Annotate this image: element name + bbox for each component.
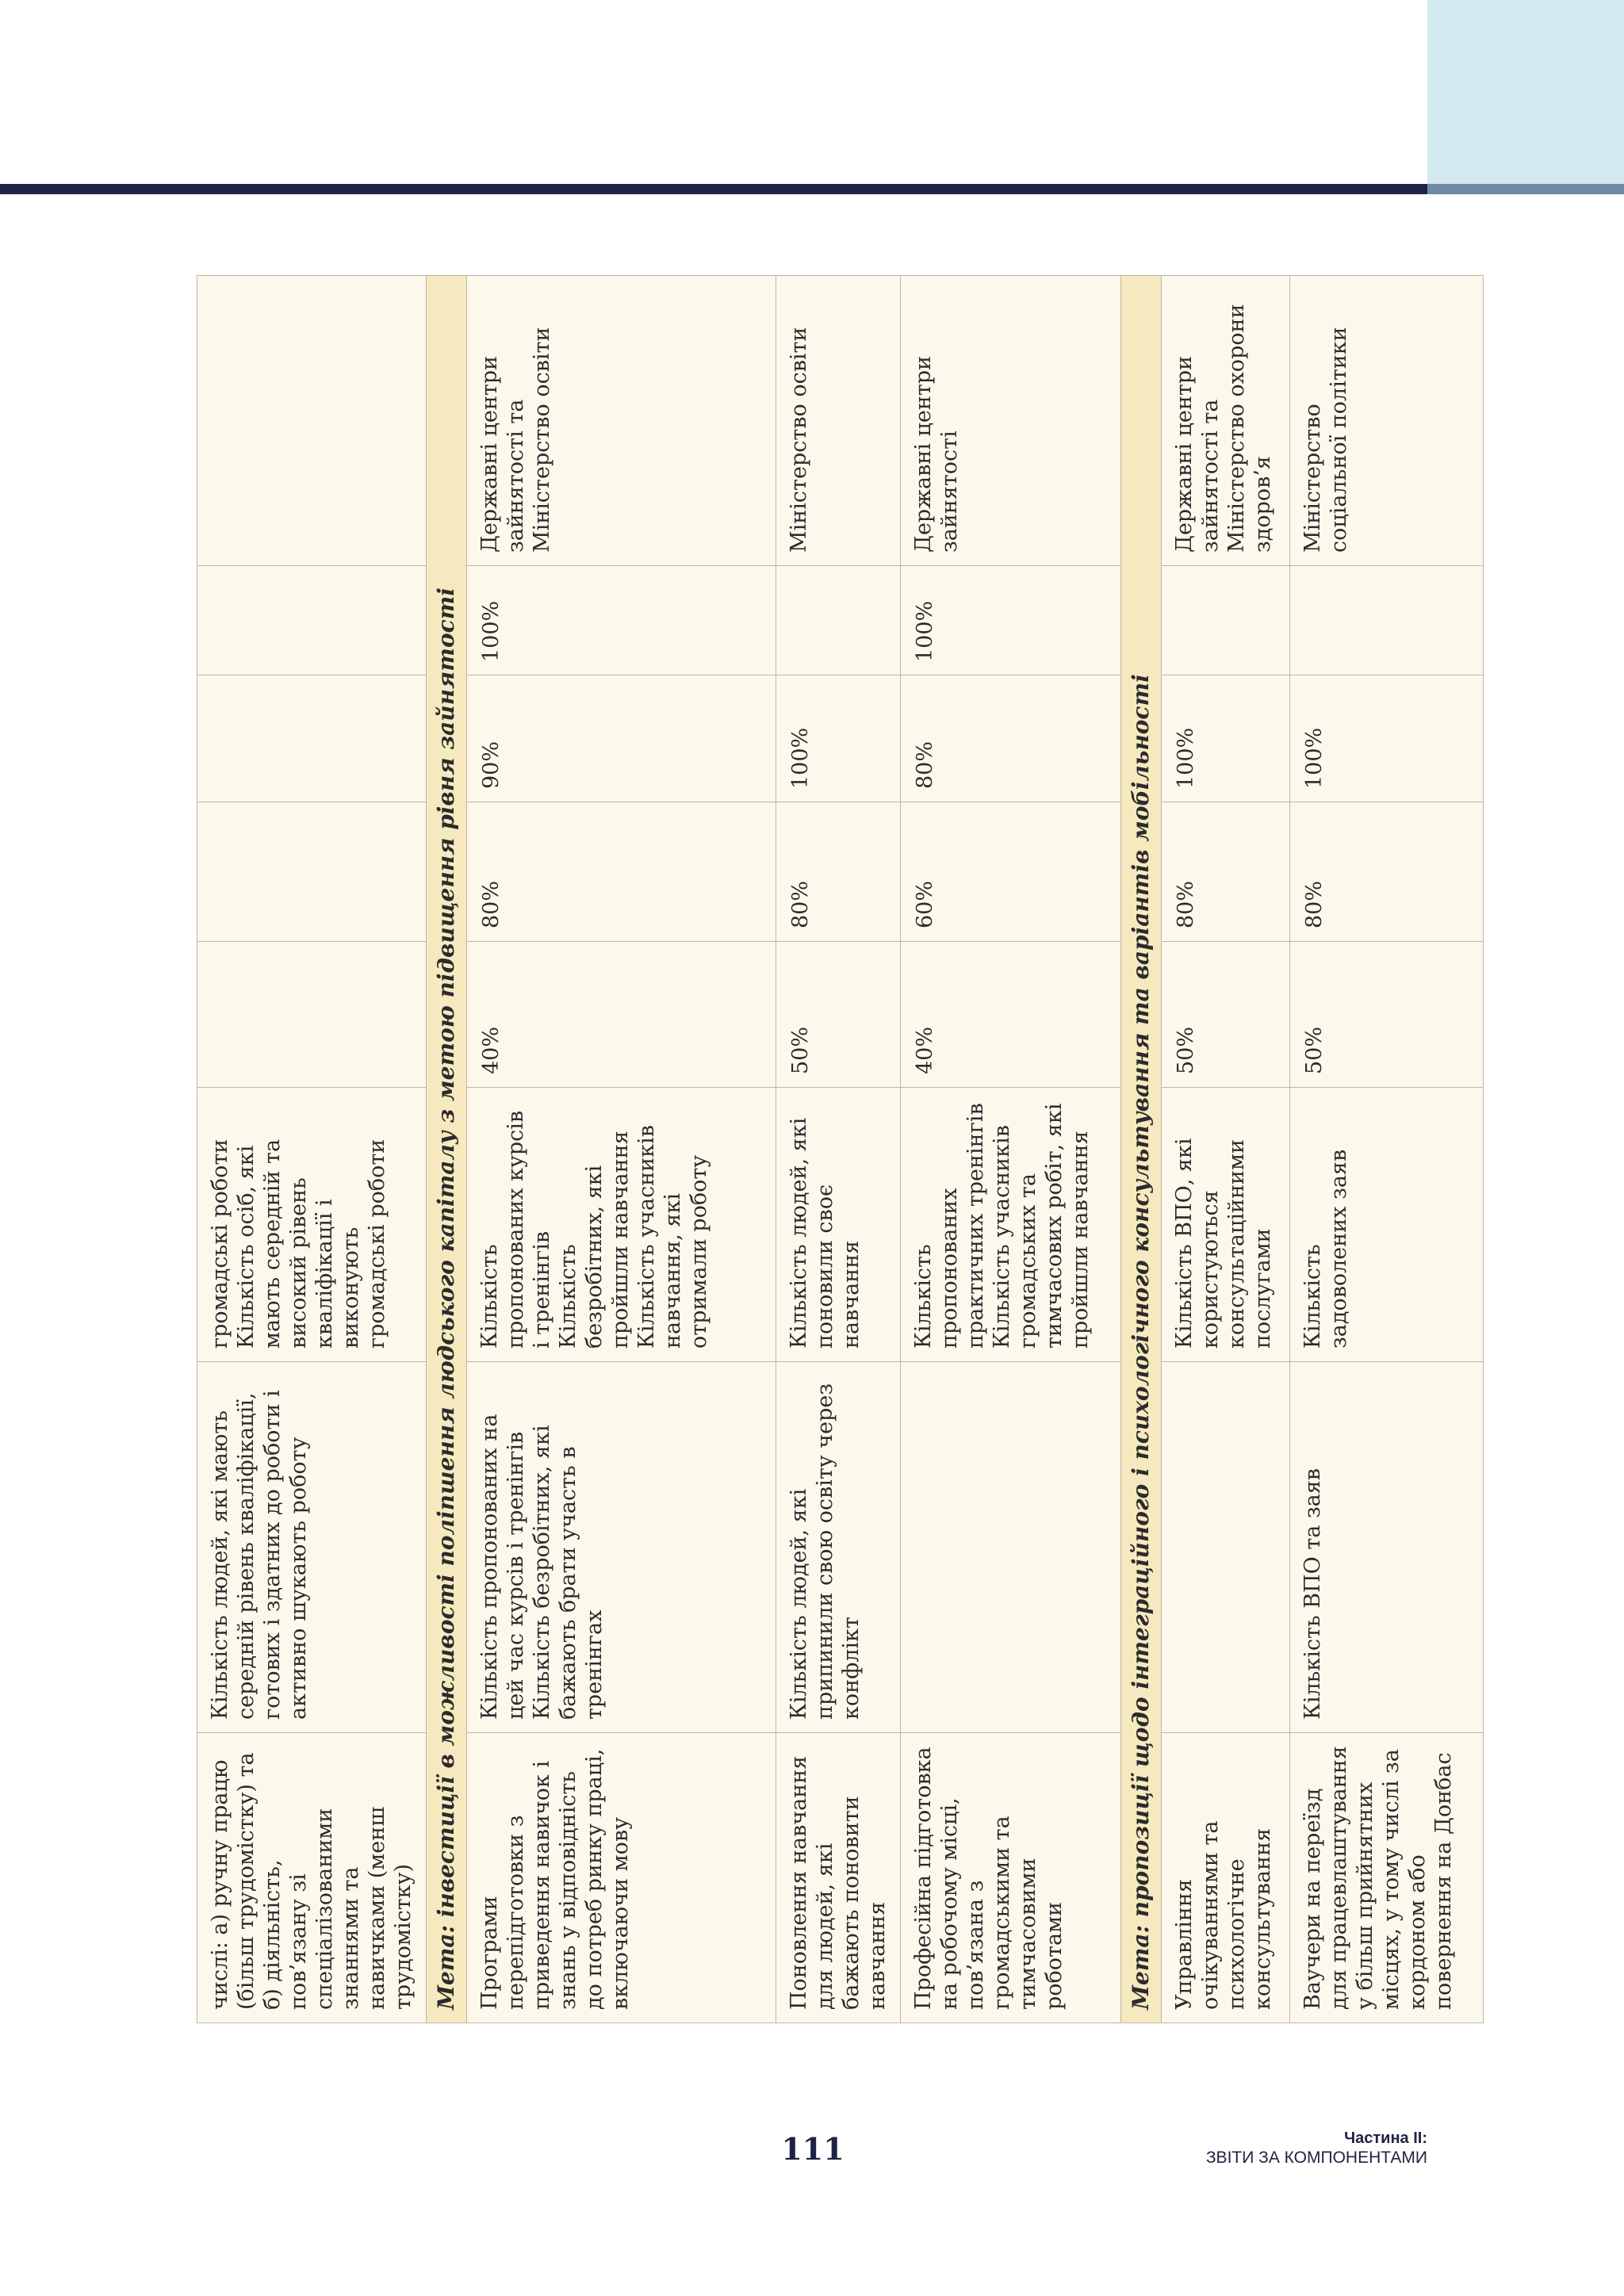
table-cell: 100% <box>901 566 1121 675</box>
header-rule-accent <box>1427 184 1624 194</box>
table-cell: Кількість пропонованих курсів і тренінгів Кількість безробітних, які пройшли навчання Кількість учасників навчання, які отримали роботу <box>467 1088 776 1362</box>
table-cell: Кількість пропонованих на цей час курсів і тренінгів Кількість безробітних, які бажають брати участь в тренінгах <box>467 1362 776 1733</box>
table-cell: громадські роботи Кількість осіб, які мають середній та високий рівень кваліфікації і виконують громадські роботи <box>197 1088 427 1362</box>
table-cell <box>1162 1362 1290 1733</box>
table-cell <box>197 566 427 675</box>
table-cell: 80% <box>776 802 901 942</box>
table-cell: 80% <box>1162 802 1290 942</box>
table-cell: 50% <box>1162 942 1290 1088</box>
table-cell: Професійна підготовка на робочому місці, пов’язана з громадськими та тимчасовими роботами <box>901 1733 1121 2023</box>
header-corner-block <box>1427 0 1624 184</box>
table-cell: Кількість людей, які припинили свою освіту через конфлікт <box>776 1362 901 1733</box>
table-cell: Кількість людей, які поновили своє навчання <box>776 1088 901 1362</box>
table-cell: Кількість людей, які мають середній рівень кваліфікації, готових і здатних до роботи і активно шукають роботу <box>197 1362 427 1733</box>
table-cell: числі: а) ручну працю (більш трудомістку) та б) діяльність, пов’язану зі спеціалізованими знаннями та навичками (менш трудомістку) <box>197 1733 427 2023</box>
table-cell <box>1290 566 1484 675</box>
table-cell: Кількість ВПО та заяв <box>1290 1362 1484 1733</box>
table-cell: 40% <box>467 942 776 1088</box>
table-cell: 50% <box>1290 942 1484 1088</box>
table-cell: 80% <box>901 675 1121 802</box>
footer-part-label: Частина II: <box>1344 2130 1427 2147</box>
table-cell: 80% <box>467 802 776 942</box>
table-cell: Кількість задоволених заяв <box>1290 1088 1484 1362</box>
table-cell: Кількість ВПО, які користуються консультаційними послугами <box>1162 1088 1290 1362</box>
rotated-table-container <box>197 276 1456 2023</box>
goal-heading: Мета: інвестиції в можливості поліпшення людського капіталу з метою підвищення рівня зайнятості <box>427 276 467 2023</box>
table-row <box>776 276 901 2023</box>
table-cell: Міністерство соціальної політики <box>1290 276 1484 566</box>
table-cell: 100% <box>1162 675 1290 802</box>
table-cell: 90% <box>467 675 776 802</box>
table-cell: 100% <box>467 566 776 675</box>
goal-row <box>1121 276 1162 2023</box>
table-row <box>1162 276 1290 2023</box>
table-cell: Ваучери на переїзд для працевлаштування у більш прийнятних місцях, у тому числі за кордоном або повернення на Донбас <box>1290 1733 1484 2023</box>
action-plan-table <box>197 275 1484 2023</box>
table-cell: 100% <box>776 675 901 802</box>
goal-row <box>427 276 467 2023</box>
table-cell <box>901 1362 1121 1733</box>
table-cell: Міністерство освіти <box>776 276 901 566</box>
table-cell: 40% <box>901 942 1121 1088</box>
table-cell <box>776 566 901 675</box>
table-row <box>467 276 776 2023</box>
table-cell <box>197 942 427 1088</box>
table-cell <box>197 276 427 566</box>
table-cell: Державні центри зайнятості та Міністерство освіти <box>467 276 776 566</box>
table-cell: 60% <box>901 802 1121 942</box>
table-cell <box>197 802 427 942</box>
table-cell: Державні центри зайнятості та Міністерство охорони здоров’я <box>1162 276 1290 566</box>
footer-section-label: ЗВІТИ ЗА КОМПОНЕНТАМИ <box>1205 2149 1427 2167</box>
goal-heading: Мета: пропозиції щодо інтеграційного і психологічного консультування та варіантів мобільності <box>1121 276 1162 2023</box>
table-cell: 50% <box>776 942 901 1088</box>
table-cell: Державні центри зайнятості <box>901 276 1121 566</box>
table-cell: Управління очікуваннями та психологічне консультування <box>1162 1733 1290 2023</box>
table-cell: Програми перепідготовки з приведення навичок і знань у відповідність до потреб ринку праці, включаючи мову <box>467 1733 776 2023</box>
table-row <box>1290 276 1484 2023</box>
table-row <box>901 276 1121 2023</box>
table-row <box>197 276 427 2023</box>
header-rule <box>0 184 1427 194</box>
table-cell: 80% <box>1290 802 1484 942</box>
page-number: 111 <box>781 2131 845 2167</box>
table-cell: 100% <box>1290 675 1484 802</box>
table-cell <box>1162 566 1290 675</box>
table-cell: Кількість пропонованих практичних тренінгів Кількість учасників громадських та тимчасових робіт, які пройшли навчання <box>901 1088 1121 1362</box>
table-cell <box>197 675 427 802</box>
table-cell: Поновлення навчання для людей, які бажають поновити навчання <box>776 1733 901 2023</box>
